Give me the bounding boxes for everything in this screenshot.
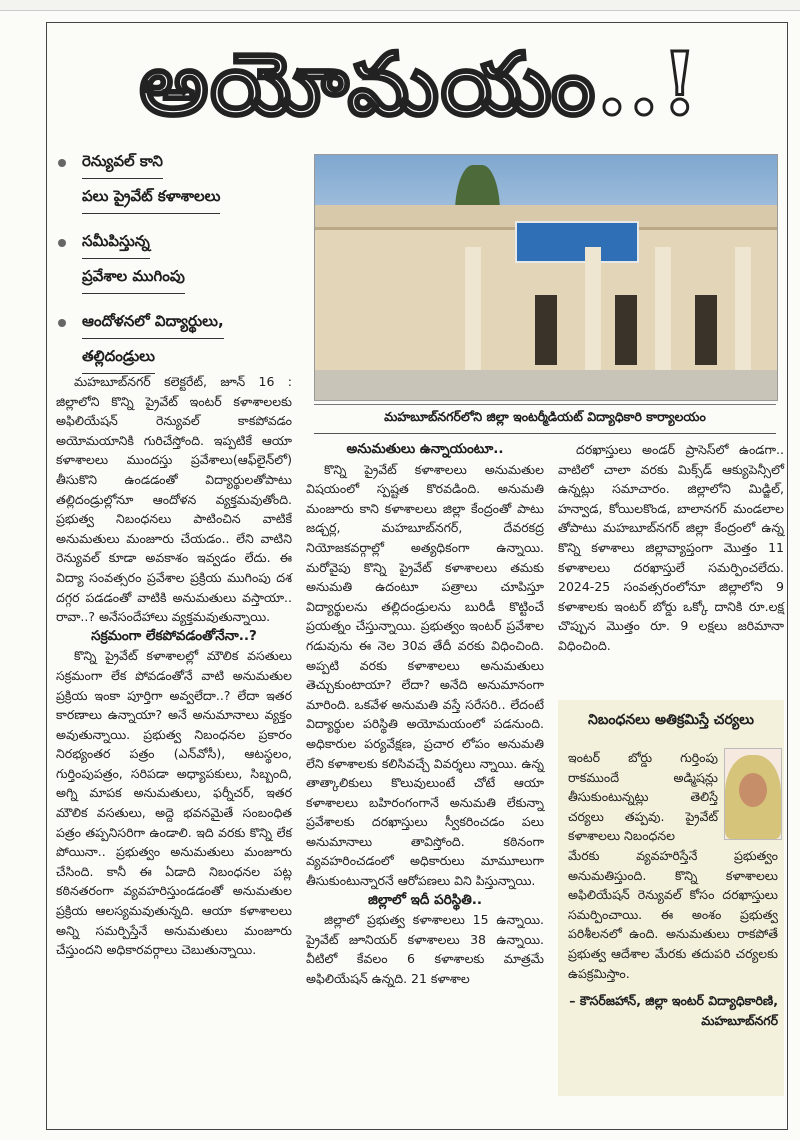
column-1 <box>56 372 292 960</box>
box-text-body: మేరకు వ్యవహరిస్తేనే ప్రభుత్వం అనుమతిస్తుంది. కొన్ని కళాశాలలు అఫిలియేషన్ రెన్యువల్ కోసం దరఖాస్తులు సమర్పించాయి. ఈ అంశం ప్రభుత్వ పరిశీలనలో ఉంది. అనుమతులు రాకపోతే ప్రభుత్వ ఆదేశాల మేరకు తదుపరి చర్యలకు ఉపక్రమిస్తాం. <box>568 847 778 981</box>
bullet-item <box>56 310 306 380</box>
bullet-item <box>56 150 306 220</box>
paragraph: దరఖాస్తులు అండర్ ప్రాసెస్‌లో ఉండగా.. వాటిలో చాలా వరకు మిక్స్‌డ్ ఆక్యుపెన్సీలో ఉన్నట్లు సమాచారం. జిల్లాలోని మిడ్జిల్, హన్వాడ, కోయిలకొండ, బాలానగర్ మండలాల తోపాటు మహబూబ్‌నగర్ జిల్లా కేంద్రంలో ఉన్న కొన్ని కళాశాలు జిల్లావ్యాప్తంగా మొత్తం 11 కళాశాలలు దరఖాస్తులే సమర్పించలేదు. 2024-25 సంవత్సరంలోనూ జిల్లాలోని 9 కళాశాలకు ఇంటర్ బోర్డు ఒక్కో దానికి రూ.లక్ష చొప్పున మొత్తం రూ. 9 లక్షలు జరిమానా విధించింది. <box>558 442 784 653</box>
office-signboard-icon <box>515 221 639 263</box>
subheading: అనుమతులు ఉన్నాయంటూ.. <box>346 441 504 457</box>
door <box>535 295 557 365</box>
bullet-line: తల్లిదండ్రులు <box>82 345 155 374</box>
paragraph: మహబూబ్‌నగర్ కలెక్టరేట్, జూన్ 16 : జిల్లాలోని కొన్ని ప్రైవేట్ ఇంటర్ కళాశాలలకు అఫిలియేషన్ రెన్యువల్ కాకపోవడం అయోమయానికి గురిచేస్తోంది. ఇప్పటికే ఆయా కళాశాలలు ముందస్తు ప్రవేశాలు(ఆఫ్‌లైన్‌లో) తీసుకొని ఉండడంతో విద్యార్థులతోపాటు తల్లిదండ్రుల్లోనూ ఆందోళన వ్యక్తమవుతోంది. ప్రభుత్వ నిబంధనలు పాటించిన వాటికే అనుమతులు మంజూరు చేయడం.. లేని వాటిని రెన్యువల్ కూడా అవకాశం ఇవ్వడం లేదు. ఈ విద్యా సంవత్సరం ప్రవేశాల ప్రక్రియ ముగింపు దశ దగ్గర పడడంతో వాటికి అనుమతులు వస్తాయా.. రావా..? అనేసందేహాలు వ్యక్తమవుతున్నాయి. <box>56 374 292 625</box>
bullet-line: రెన్యువల్ కాని <box>82 150 163 179</box>
bullet-line: ఆందోళనలో విద్యార్థులు, <box>82 310 224 339</box>
subheading: సక్రమంగా లేకపోవడంతోనేనా..? <box>91 627 257 644</box>
door <box>695 295 717 365</box>
column-2 <box>306 440 544 989</box>
column-3 <box>558 440 784 656</box>
signature: – కౌసర్‌జహాన్, జిల్లా ఇంటర్ విద్యాధికారిణి, మహబూబ్‌నగర్ <box>569 993 778 1028</box>
top-strip <box>0 0 800 11</box>
pillar <box>465 247 481 377</box>
office-photo <box>314 154 778 401</box>
pillar <box>655 247 671 377</box>
bullet-item <box>56 230 306 300</box>
subheading: జిల్లాలో ఇదీ పరిస్థితి.. <box>367 891 483 908</box>
ground <box>315 370 777 400</box>
headline: అయోమయం..! <box>139 34 701 135</box>
paragraph: కొన్ని ప్రైవేట్ కళాశాలల్లో మౌలిక వసతులు సక్రమంగా లేక పోవడంతోనే వాటి అనుమతుల ప్రక్రియ ఇంకా పూర్తిగా అవ్వలేదా..? లేదా ఇతర కారణాలు ఉన్నాయా? అనే అనుమానాలు వ్యక్తం అవుతున్నాయి. ప్రభుత్వ నిబంధనల ప్రకారం నిరభ్యంతర పత్రం (ఎన్‌వోసీ), ఆటస్థలం, గుర్తింపుపత్రం, సరిపడా అధ్యాపకులు, సిబ్బంది, అగ్ని మాపక అనుమతులు, ఫర్నీచర్, ఇతర మౌలిక వసతులు, అద్దె భవనమైతే సంబంధిత పత్రం తప్పనిసరిగా ఉండాలి. ఇది వరకు కొన్ని లేక పోయినా.. ప్రభుత్వం అనుమతులు మంజూరు చేసింది. కానీ ఈ ఏడాది నిబంధనల పట్ల కఠినతరంగా వ్యవహరిస్తుండడంతో అనుమతుల ప్రక్రియ ఆలస్యమవుతున్నది. ఆయా కళాశాలలు అన్ని సమర్పిస్తేనే అనుమతులు మంజూరు చేస్తుందని అధికారవర్గాలు చెబుతున్నాయి. <box>56 648 292 958</box>
photo-caption: మహబూబ్‌నగర్‌లోని జిల్లా ఇంటర్మీడియట్ విద్యాధికారి కార్యాలయం <box>314 404 776 434</box>
door <box>615 295 637 365</box>
pillar <box>585 247 601 377</box>
paragraph: జిల్లాలో ప్రభుత్వ కళాశాలలు 15 ఉన్నాయి. ప్రైవేట్ జూనియర్ కళాశాలలు 38 ఉన్నాయి. వీటిలో కేవలం 6 కళాశాలకు మాత్రమే అఫిలియేషన్ ఉన్నది. 21 కళాశాల <box>306 912 544 987</box>
bullet-line: సమీపిస్తున్న <box>82 230 150 259</box>
box-text-narrow: ఇంటర్ బోర్డు గుర్తింపు రాకముందే అడ్మిషన్లు తీసుకుంటున్నట్లు తెలిస్తే చర్యలు తప్పవు. ప్రైవేట్ కళాశాలలు నిబంధనల <box>568 750 718 844</box>
quote-box <box>558 700 784 1096</box>
box-title: నిబంధనలు అతిక్రమిస్తే చర్యలు <box>588 712 754 728</box>
bullet-dot-icon <box>58 239 66 247</box>
bullet-line: ప్రవేశాల ముగింపు <box>82 265 185 294</box>
bullet-line: పలు ప్రైవేట్ కళాశాలలు <box>82 185 220 214</box>
bullet-dot-icon <box>58 159 66 167</box>
bullet-dot-icon <box>58 319 66 327</box>
paragraph: కొన్ని ప్రైవేట్ కళాశాలలు అనుమతుల విషయంలో స్పష్టత కొరవడింది. అనుమతి మంజూరు కాని కళాశాలలు జిల్లా కేంద్రంతో పాటు జడ్చర్ల, మహబూబ్‌నగర్, దేవరకద్ర నియోజకవర్గాల్లో అత్యధికంగా ఉన్నాయి. మరోవైపు కొన్ని ప్రైవేట్ కళాశాలలు తమకు అనుమతి ఉదంటూ పత్రాలు చూపిస్తూ విద్యార్థులను తల్లిదండ్రులను బురిడీ కొట్టించే ప్రయత్నం చేస్తున్నాయి. ప్రభుత్వం ఇంటర్ ప్రవేశాల గడువును ఈ నెల 30వ తేదీ వరకు విధించింది. అప్పటి వరకు కళాశాలలు అనుమతులు తెచ్చుకుంటాయా? లేదా? అనేది అనుమానంగా మారింది. ఒకవేళ అనుమతి వస్తే సరేసరి.. లేదంటే విద్యార్థుల పరిస్థితి అయోమయంలో పడనుంది. అధికారుల పర్యవేక్షణ, ప్రచార లోపం అనుమతి లేని కళాశాలకు కలిసివచ్చే వివర్శలు న్నాయి. ఉన్న తాత్కాలికులు కొలువులుంటే చోటే ఆయా కళాశాలలు బహిరంగంగానే అనుమతి లేకున్నా ప్రవేశాలకు దరఖాస్తులు స్వీకరించడం పలు అనుమానాలు తావిస్తోంది. కఠినంగా వ్యవహరించడంలో అధికారులు మామూలుగా తీసుకుంటున్నారనే ఆరోపణలు విని పిస్తున్నాయి. <box>306 461 544 889</box>
bullet-list <box>56 150 306 390</box>
pillar <box>735 247 751 377</box>
box-text <box>568 748 778 1030</box>
